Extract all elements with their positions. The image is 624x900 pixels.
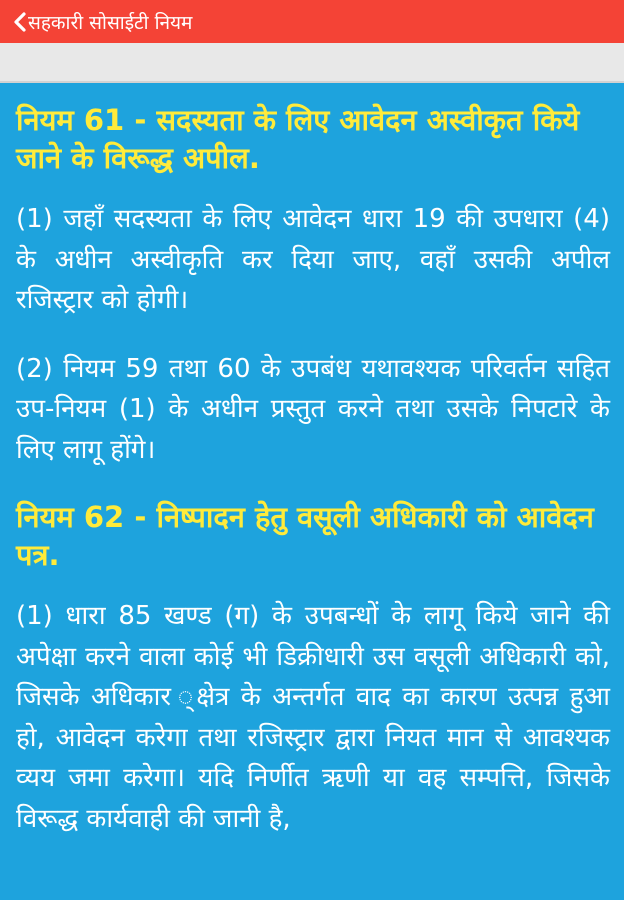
rule-61-paragraph-1: (1) जहाँ सदस्यता के लिए आवेदन धारा 19 की उपधारा (4) के अधीन अस्वीकृति कर दिया जाए, वहाँ उसकी अपील रजिस्ट्रार को होगी। (16, 204, 610, 315)
app-title: सहकारी सोसाईटी नियम (28, 11, 193, 34)
rules-content[interactable] (0, 83, 624, 900)
app-bar (0, 0, 624, 43)
rule-62-heading: नियम 62 - निष्पादन हेतु वसूली अधिकारी को आवेदन पत्र. (16, 500, 594, 572)
rule-62-paragraph-1: (1) धारा 85 खण्ड (ग) के उपबन्धों के लागू किये जाने की अपेक्षा करने वाला कोई भी डिक्रीधारी उस वसूली अधिकारी को, जिसके अधिकार ्क्षेत्र के अन्तर्गत वाद का कारण उत्पन्न हुआ हो, आवेदन करेगा तथा रजिस्ट्रार द्वारा नियत मान से आवश्यक व्यय जमा करेगा। यदि निर्णीत ऋणी या वह सम्पत्ति, जिसके विरूद्ध कार्यवाही की जानी है, (16, 601, 610, 834)
sub-toolbar (0, 43, 624, 83)
rule-61-heading: नियम 61 - सदस्यता के लिए आवेदन अस्वीकृत किये जाने के विरूद्ध अपील. (16, 103, 580, 175)
chevron-left-icon (13, 11, 27, 33)
rule-61-paragraph-2: (2) नियम 59 तथा 60 के उपबंध यथावश्यक परिवर्तन सहित उप-नियम (1) के अधीन प्रस्तुत करने तथा उसके निपटारे के लिए लागू होंगे। (16, 353, 610, 465)
